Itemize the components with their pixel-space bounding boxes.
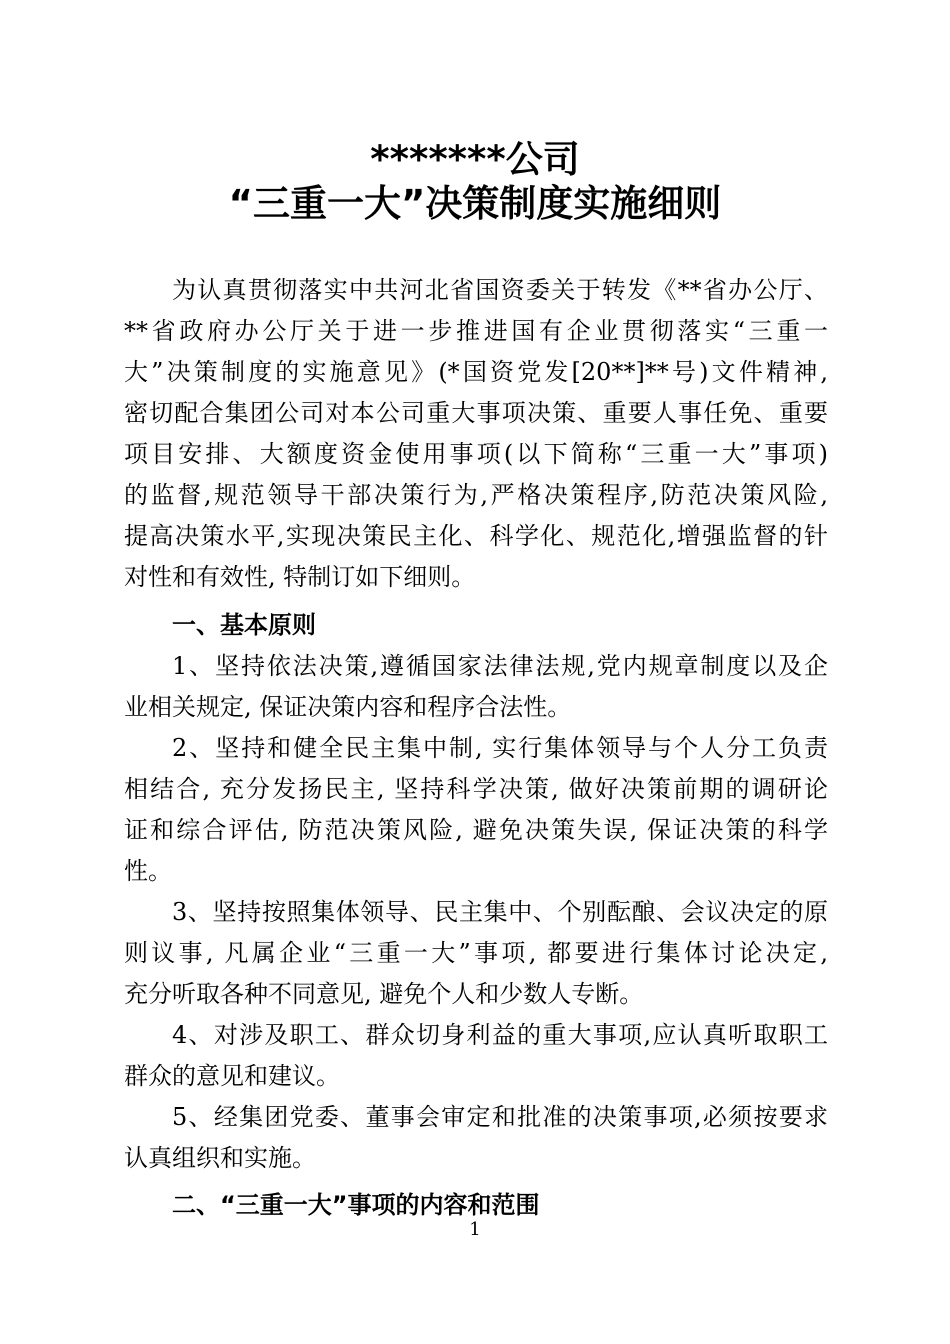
principle-item-line: 证和综合评估, 防范决策风险, 避免决策失误, 保证决策的科学 bbox=[124, 816, 828, 844]
principle-item-line: 群众的意见和建议。 bbox=[124, 1062, 340, 1090]
section-heading: 二、“三重一大”事项的内容和范围 bbox=[172, 1191, 540, 1219]
principle-item-line: 2、坚持和健全民主集中制, 实行集体领导与个人分工负责 bbox=[172, 734, 828, 762]
principle-item-line: 则议事, 凡属企业“三重一大”事项, 都要进行集体讨论决定, bbox=[124, 939, 828, 967]
document-title: “三重一大”决策制度实施细则 bbox=[228, 182, 722, 225]
page-number: 1 bbox=[469, 1219, 481, 1240]
intro-line: 提高决策水平,实现决策民主化、科学化、规范化,增强监督的针 bbox=[124, 522, 828, 550]
principle-item-line: 5、经集团党委、董事会审定和批准的决策事项,必须按要求 bbox=[172, 1103, 828, 1131]
principle-item-line: 4、对涉及职工、群众切身利益的重大事项,应认真听取职工 bbox=[172, 1021, 828, 1049]
intro-line: 密切配合集团公司对本公司重大事项决策、重要人事任免、重要 bbox=[124, 399, 828, 427]
intro-line: 大”决策制度的实施意见》(*国资党发[20**]**号)文件精神, bbox=[124, 358, 828, 386]
principle-item-line: 1、坚持依法决策,遵循国家法律法规,党内规章制度以及企 bbox=[172, 652, 828, 680]
intro-line: 对性和有效性, 特制订如下细则。 bbox=[124, 563, 476, 591]
intro-line: **省政府办公厅关于进一步推进国有企业贯彻落实“三重一 bbox=[124, 317, 828, 345]
principle-item-line: 相结合, 充分发扬民主, 坚持科学决策, 做好决策前期的调研论 bbox=[124, 775, 828, 803]
section-heading: 一、基本原则 bbox=[172, 611, 316, 639]
principle-item-line: 认真组织和实施。 bbox=[124, 1144, 316, 1172]
principle-item-line: 3、坚持按照集体领导、民主集中、个别酝酿、会议决定的原 bbox=[172, 898, 828, 926]
intro-line: 的监督,规范领导干部决策行为,严格决策程序,防范决策风险, bbox=[124, 481, 828, 509]
intro-line: 项目安排、大额度资金使用事项(以下简称“三重一大”事项) bbox=[124, 440, 828, 468]
company-title: *******公司 bbox=[370, 138, 580, 181]
intro-line: 为认真贯彻落实中共河北省国资委关于转发《**省办公厅、 bbox=[172, 276, 828, 304]
principle-item-line: 性。 bbox=[124, 857, 172, 885]
principle-item-line: 充分听取各种不同意见, 避免个人和少数人专断。 bbox=[124, 980, 644, 1008]
principle-item-line: 业相关规定, 保证决策内容和程序合法性。 bbox=[124, 693, 572, 721]
